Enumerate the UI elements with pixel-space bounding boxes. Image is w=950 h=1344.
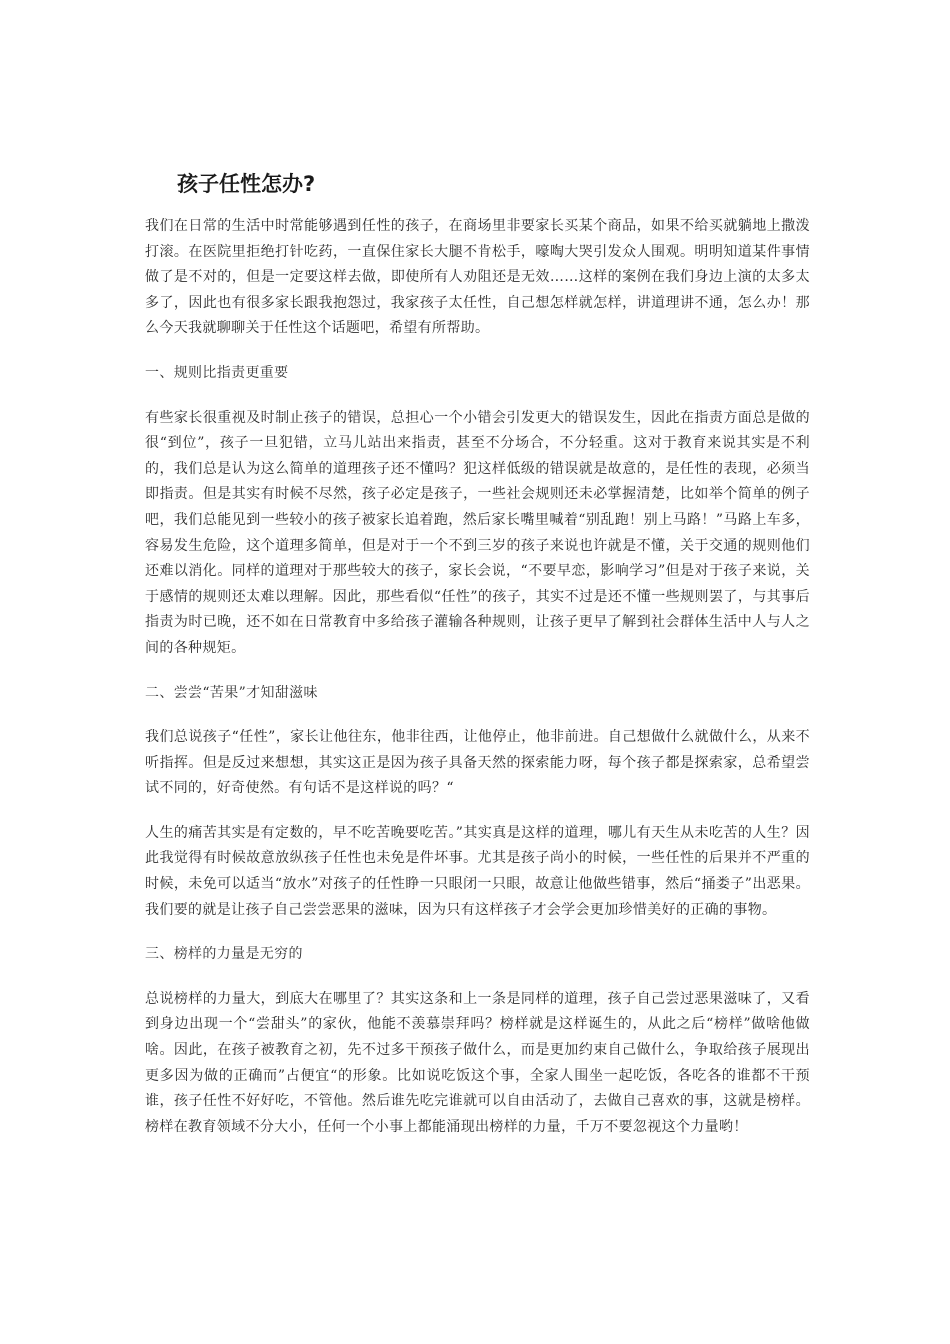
intro-paragraph: 我们在日常的生活中时常能够遇到任性的孩子，在商场里非要家长买某个商品，如果不给买就躺地上撒泼打滚。在医院里拒绝打针吃药，一直保住家长大腿不肯松手，嚎啕大哭引发众人围观。明明知道某件事情做了是不对的，但是一定要这样去做，即使所有人劝阻还是无效……这样的案例在我们身边上演的太多太多了，因此也有很多家长跟我抱怨过，我家孩子太任性，自己想怎样就怎样，讲道理讲不通，怎么办！那么今天我就聊聊关于任性这个话题吧，希望有所帮助。	[145, 218, 810, 337]
section-2-paragraph-2: 人生的痛苦其实是有定数的，早不吃苦晚要吃苦。”其实真是这样的道理，哪儿有天生从未吃苦的人生？因此我觉得有时候故意放纵孩子任性也未免是件坏事。尤其是孩子尚小的时候，一些任性的后果并不严重的时候，未免可以适当“放水”对孩子的任性睁一只眼闭一只眼，故意让他做些错事，然后“捅娄子”出恶果。我们要的就是让孩子自己尝尝恶果的滋味，因为只有这样孩子才会学会更加珍惜美好的正确的事物。	[145, 824, 810, 918]
section-heading-2: 二、尝尝“苦果”才知甜滋味	[145, 684, 318, 701]
document-title: 孩子任性怎办?	[177, 172, 316, 196]
section-heading-1: 一、规则比指责更重要	[145, 364, 289, 381]
section-2-paragraph-1: 我们总说孩子“任性”，家长让他往东，他非往西，让他停止，他非前进。自己想做什么就做什么，从来不听指挥。但是反过来想想，其实这正是因为孩子具备天然的探索能力呀，每个孩子都是探索家，总希望尝试不同的，好奇使然。有句话不是这样说的吗？“	[145, 729, 810, 797]
section-heading-3: 三、榜样的力量是无穷的	[145, 946, 303, 963]
section-1-paragraph-1: 有些家长很重视及时制止孩子的错误，总担心一个小错会引发更大的错误发生，因此在指责方面总是做的很“到位”，孩子一旦犯错，立马儿站出来指责，甚至不分场合，不分轻重。这对于教育来说其实是不利的，我们总是认为这么简单的道理孩子还不懂吗？犯这样低级的错误就是故意的，是任性的表现，必须当即指责。但是其实有时候不尽然，孩子必定是孩子，一些社会规则还未必掌握清楚，比如举个简单的例子吧，我们总能见到一些较小的孩子被家长追着跑，然后家长嘴里喊着“别乱跑！别上马路！”马路上车多，容易发生危险，这个道理多简单，但是对于一个不到三岁的孩子来说也许就是不懂，关于交通的规则他们还难以消化。同样的道理对于那些较大的孩子，家长会说，“不要早恋，影响学习”但是对于孩子来说，关于感情的规则还太难以理解。因此，那些看似“任性”的孩子，其实不过是还不懂一些规则罢了，与其事后指责为时已晚，还不如在日常教育中多给孩子灌输各种规则，让孩子更早了解到社会群体生活中人与人之间的各种规矩。	[145, 409, 810, 656]
document-page	[145, 168, 810, 1140]
section-3-paragraph-1: 总说榜样的力量大，到底大在哪里了？其实这条和上一条是同样的道理，孩子自己尝过恶果滋味了，又看到身边出现一个“尝甜头”的家伙，他能不羡慕崇拜吗？榜样就是这样诞生的，从此之后“榜样”做啥他做啥。因此，在孩子被教育之初，先不过多干预孩子做什么，而是更加约束自己做什么，争取给孩子展现出更多因为做的正确而”占便宜“的形象。比如说吃饭这个事，全家人围坐一起吃饭，各吃各的谁都不干预谁，孩子任性不好好吃，不管他。然后谁先吃完谁就可以自由活动了，去做自己喜欢的事，这就是榜样。榜样在教育领域不分大小，任何一个小事上都能涌现出榜样的力量，千万不要忽视这个力量哟！	[145, 990, 810, 1135]
